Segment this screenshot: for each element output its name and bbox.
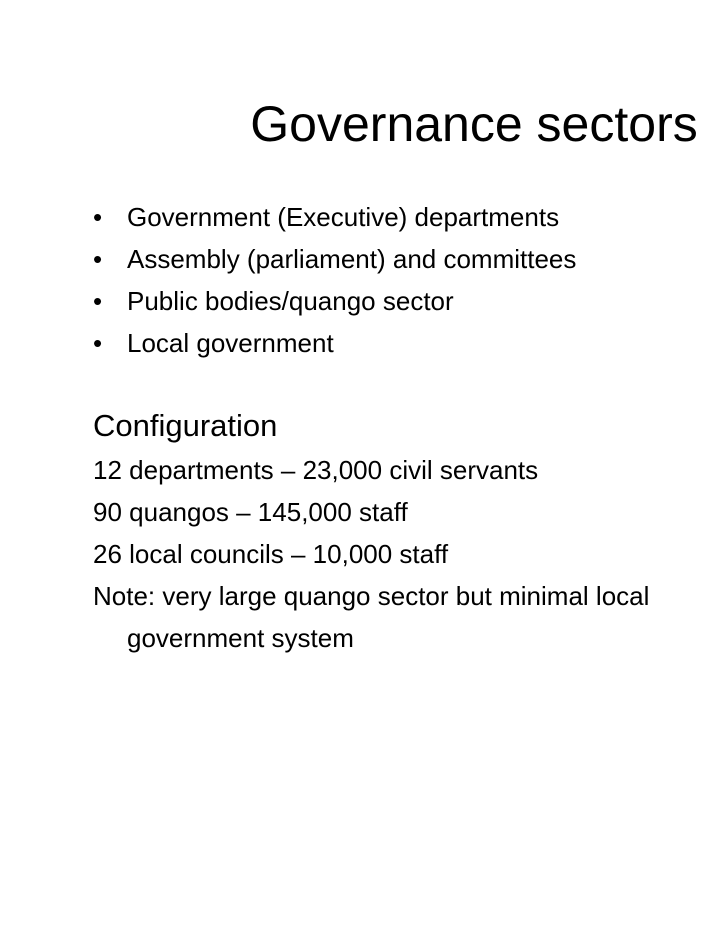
configuration-line: 26 local councils – 10,000 staff: [93, 539, 449, 569]
bullet-dot: •: [93, 328, 103, 358]
bullet-text: Local government: [127, 328, 334, 358]
configuration-line-continuation: government system: [127, 623, 354, 653]
bullet-item: [93, 241, 576, 283]
bullet-dot: •: [93, 286, 103, 316]
bullet-text: Government (Executive) departments: [127, 202, 560, 232]
configuration-list: [93, 452, 649, 662]
bullet-item: [93, 325, 576, 367]
bullet-item: [93, 283, 576, 325]
bullet-text: Assembly (parliament) and committees: [127, 244, 577, 274]
bullet-list: [93, 199, 576, 367]
configuration-line: Note: very large quango sector but minimal local: [93, 581, 650, 611]
bullet-dot: •: [93, 202, 103, 232]
configuration-line: 12 departments – 23,000 civil servants: [93, 455, 539, 485]
bullet-text: Public bodies/quango sector: [127, 286, 454, 316]
bullet-item: [93, 199, 576, 241]
bullet-dot: •: [93, 244, 103, 274]
slide-title: Governance sectors: [250, 96, 698, 152]
configuration-heading: Configuration: [93, 408, 278, 443]
configuration-line: 90 quangos – 145,000 staff: [93, 497, 408, 527]
